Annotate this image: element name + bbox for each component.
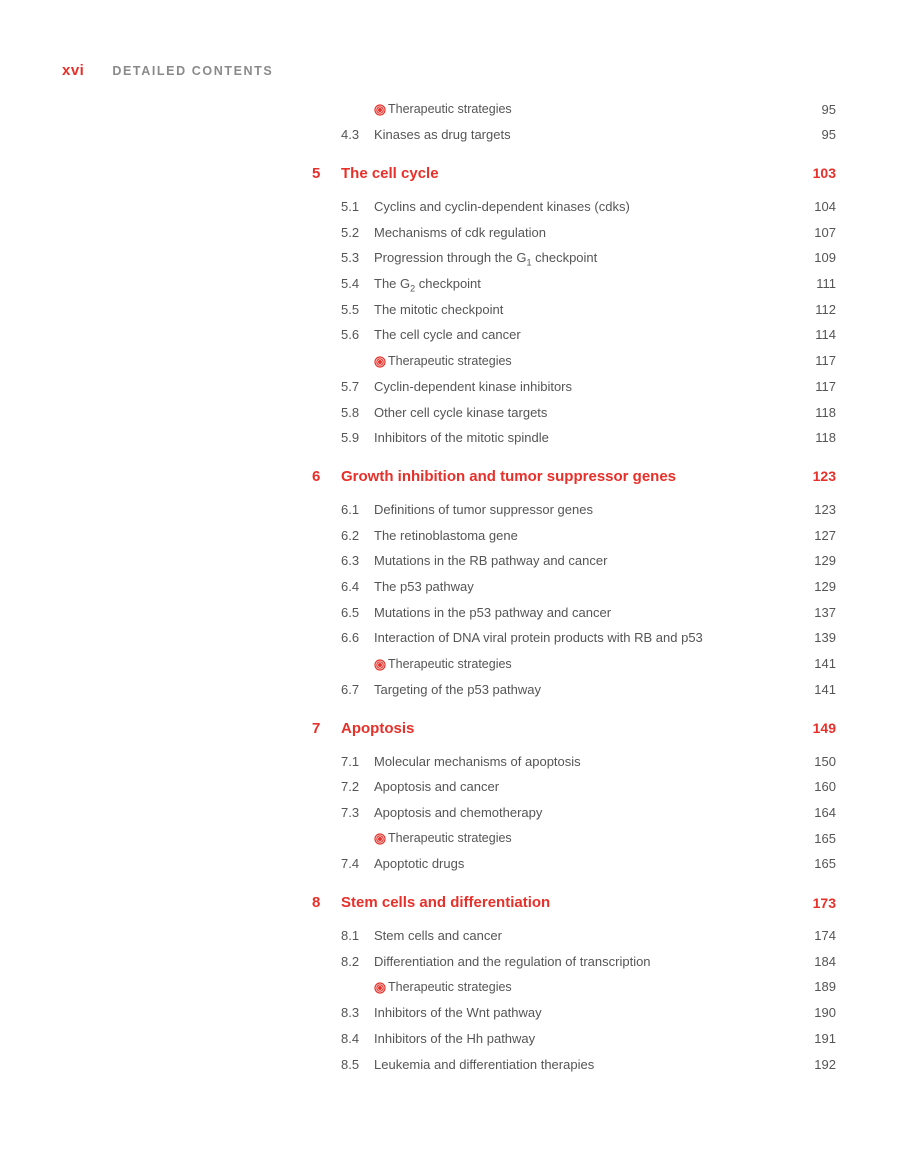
strategy-title: Therapeutic strategies (388, 979, 512, 994)
strategy-row[interactable] (312, 652, 836, 676)
chapter-title: Growth inhibition and tumor suppressor genes (341, 467, 677, 485)
section-page: 165 (814, 856, 836, 872)
section-number: 7.4 (341, 856, 360, 872)
section-number: 5.9 (341, 430, 360, 446)
section-row[interactable] (312, 677, 836, 701)
section-page: 129 (814, 579, 836, 594)
section-row[interactable] (312, 297, 836, 321)
section-page: 191 (814, 1030, 836, 1046)
strategy-page: 189 (814, 979, 836, 995)
section-number: 5.2 (341, 224, 360, 240)
strategy-entry (374, 980, 512, 994)
section-number: 5.1 (341, 198, 360, 214)
section-page: 118 (815, 430, 836, 446)
section-title: Definitions of tumor suppressor genes (374, 501, 593, 517)
section-title: The mitotic checkpoint (374, 301, 504, 317)
strategy-row[interactable] (312, 97, 836, 121)
chapter-title: The cell cycle (341, 164, 439, 182)
section-page: 129 (814, 553, 836, 569)
chapter-number: 5 (312, 164, 321, 182)
section-row[interactable] (312, 1001, 836, 1025)
section-title: Molecular mechanisms of apoptosis (374, 753, 581, 769)
chapter-row[interactable] (312, 891, 836, 915)
chapter-title: Stem cells and differentiation (341, 894, 551, 911)
section-row[interactable] (312, 775, 836, 799)
section-number: 4.3 (341, 127, 360, 143)
chapter-page: 149 (812, 720, 836, 736)
section-number: 5.5 (341, 301, 360, 317)
section-number: 8.5 (341, 1056, 360, 1072)
page-number: xvi (62, 62, 85, 79)
section-number: 6.6 (341, 630, 360, 646)
section-title: Mutations in the RB pathway and cancer (374, 553, 608, 569)
section-title: The p53 pathway (374, 579, 474, 594)
chapter-number: 6 (312, 467, 321, 485)
section-page: 164 (814, 804, 836, 820)
section-page: 184 (814, 953, 836, 969)
target-icon (374, 832, 386, 844)
strategy-page: 117 (815, 353, 836, 369)
section-title: Inhibitors of the Hh pathway (374, 1030, 536, 1046)
section-page: 112 (815, 301, 836, 317)
section-number: 5.8 (341, 404, 360, 420)
section-title: Differentiation and the regulation of transcription (374, 953, 651, 969)
section-row[interactable] (312, 400, 836, 424)
section-page: 107 (814, 224, 836, 240)
chapter-row[interactable] (312, 464, 836, 488)
section-row[interactable] (312, 549, 836, 573)
section-page: 109 (814, 250, 836, 266)
section-page: 174 (814, 928, 836, 943)
section-number: 8.3 (341, 1005, 360, 1021)
running-header (62, 62, 273, 79)
section-row[interactable] (312, 949, 836, 973)
section-number: 8.2 (341, 953, 360, 969)
section-row[interactable] (312, 626, 836, 650)
section-number: 6.3 (341, 553, 360, 569)
section-page: 95 (821, 127, 836, 143)
section-number: 5.7 (341, 378, 360, 394)
section-row[interactable] (312, 194, 836, 218)
section-row[interactable] (312, 123, 836, 147)
section-row[interactable] (312, 523, 836, 547)
section-row[interactable] (312, 924, 836, 948)
section-page: 123 (814, 501, 836, 517)
section-row[interactable] (312, 600, 836, 624)
section-number: 6.2 (341, 527, 360, 543)
section-page: 160 (814, 779, 836, 795)
strategy-page: 141 (814, 656, 836, 672)
section-page: 192 (814, 1056, 836, 1072)
section-number: 6.5 (341, 604, 360, 620)
section-row[interactable] (312, 497, 836, 521)
strategy-entry (374, 657, 512, 671)
target-icon (374, 103, 386, 115)
section-row[interactable] (312, 852, 836, 876)
chapter-number: 7 (312, 719, 321, 737)
section-title: Cyclin-dependent kinase inhibitors (374, 378, 573, 394)
running-head-title: DETAILED CONTENTS (112, 64, 274, 78)
section-row[interactable] (312, 220, 836, 244)
section-page: 111 (816, 276, 836, 291)
section-page: 118 (815, 404, 836, 420)
section-title: Apoptosis and chemotherapy (374, 804, 543, 820)
strategy-entry (374, 102, 512, 116)
section-title: Progression through the $G_1$ checkpoint (374, 250, 598, 268)
strategy-page: 95 (821, 101, 836, 117)
section-row[interactable] (312, 1026, 836, 1050)
section-number: 6.1 (341, 501, 360, 517)
section-title: Mutations in the p53 pathway and cancer (374, 604, 612, 620)
section-row[interactable] (312, 575, 836, 599)
section-title: Inhibitors of the Wnt pathway (374, 1005, 542, 1021)
strategy-entry (374, 354, 512, 368)
section-number: 8.1 (341, 928, 360, 943)
section-title: Targeting of the p53 pathway (374, 681, 541, 697)
section-number: 5.4 (341, 276, 360, 291)
chapter-title: Apoptosis (341, 719, 415, 737)
chapter-row[interactable] (312, 161, 836, 185)
section-title: The cell cycle and cancer (374, 327, 521, 343)
section-number: 5.6 (341, 327, 360, 343)
chapter-row[interactable] (312, 716, 836, 740)
section-page: 104 (814, 198, 836, 214)
strategy-row[interactable] (312, 975, 836, 999)
section-title: Mechanisms of cdk regulation (374, 224, 546, 240)
section-title: Inhibitors of the mitotic spindle (374, 430, 549, 446)
section-number: 6.7 (341, 681, 360, 697)
section-number: 5.3 (341, 250, 360, 266)
strategy-title: Therapeutic strategies (388, 102, 512, 116)
target-icon (374, 355, 386, 367)
section-row[interactable] (312, 272, 836, 296)
section-row[interactable] (312, 374, 836, 398)
section-title: Kinases as drug targets (374, 127, 511, 143)
target-icon (374, 658, 386, 670)
section-page: 139 (814, 630, 836, 646)
chapter-number: 8 (312, 894, 321, 911)
section-page: 190 (814, 1005, 836, 1021)
section-page: 150 (814, 753, 836, 769)
strategy-row[interactable] (312, 349, 836, 373)
section-number: 7.1 (341, 753, 360, 769)
section-number: 7.3 (341, 804, 360, 820)
section-title: The $G_2$ checkpoint (374, 276, 481, 294)
chapter-page: 103 (812, 165, 836, 182)
strategy-entry (374, 831, 512, 845)
section-page: 114 (815, 327, 836, 343)
section-number: 6.4 (341, 579, 360, 594)
section-number: 8.4 (341, 1030, 360, 1046)
section-row[interactable] (312, 323, 836, 347)
section-title: The retinoblastoma gene (374, 527, 518, 543)
section-row[interactable] (312, 426, 836, 450)
section-title: Interaction of DNA viral protein products with RB and p53 (374, 630, 703, 646)
section-page: 117 (815, 378, 836, 394)
section-row[interactable] (312, 246, 836, 270)
strategy-row[interactable] (312, 826, 836, 850)
section-page: 137 (814, 604, 836, 620)
section-title: Apoptosis and cancer (374, 779, 500, 795)
section-row[interactable] (312, 800, 836, 824)
strategy-title: Therapeutic strategies (388, 831, 512, 846)
subscript: 1 (526, 257, 532, 268)
chapter-page: 123 (812, 468, 836, 485)
target-icon (374, 981, 386, 993)
strategy-title: Therapeutic strategies (388, 656, 512, 671)
section-row[interactable] (312, 749, 836, 773)
subscript: 2 (410, 283, 416, 294)
chapter-page: 173 (812, 894, 836, 911)
section-title: Cyclins and cyclin-dependent kinases (cdks) (374, 198, 630, 214)
section-title: Leukemia and differentiation therapies (374, 1056, 595, 1072)
strategy-page: 165 (814, 830, 836, 846)
section-row[interactable] (312, 1052, 836, 1076)
section-page: 127 (814, 527, 836, 543)
section-title: Apoptotic drugs (374, 856, 465, 872)
strategy-title: Therapeutic strategies (388, 353, 512, 368)
section-number: 7.2 (341, 779, 360, 795)
section-title: Other cell cycle kinase targets (374, 404, 548, 420)
section-page: 141 (814, 681, 836, 697)
section-title: Stem cells and cancer (374, 928, 502, 943)
